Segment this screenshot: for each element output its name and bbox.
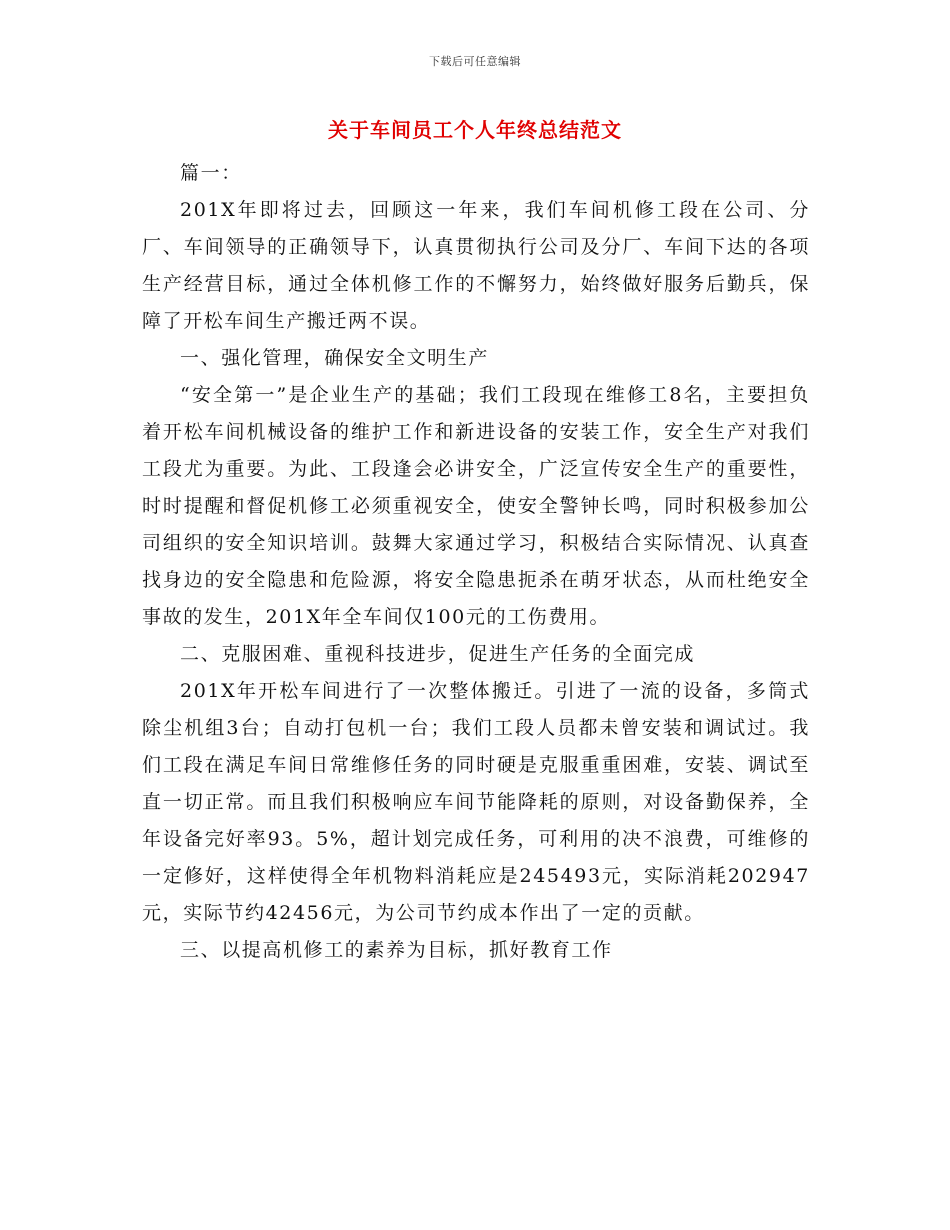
body-paragraph: 201X年即将过去，回顾这一年来，我们车间机修工段在公司、分厂、车间领导的正确领导下，认真贯彻执行公司及分厂、车间下达的各项生产经营目标，通过全体机修工作的不懈努力，始终做好服务后勤兵，保障了开松车间生产搬迁两不误。 [142,199,810,332]
section-heading: 二、克服困难、重视科技进步，促进生产任务的全面完成 [180,643,696,665]
section-heading: 一、强化管理，确保安全文明生产 [180,347,490,369]
header-note: 下载后可任意编辑 [429,55,521,68]
document-body [142,155,810,969]
section-heading: 三、以提高机修工的素养为目标，抓好教育工作 [180,939,613,961]
body-paragraph: 201X年开松车间进行了一次整体搬迁。引进了一流的设备，多筒式除尘机组3台；自动打包机一台；我们工段人员都未曾安装和调试过。我们工段在满足车间日常维修任务的同时硬是克服重重困难，安装、调试至直一切正常。而且我们积极响应车间节能降耗的原则，对设备勤保养，全年设备完好率93。5%，超计划完成任务，可利用的决不浪费，可维修的一定修好，这样使得全年机物料消耗应是245493元，实际消耗202947元，实际节约42456元，为公司节约成本作出了一定的贡献。 [142,680,810,924]
body-paragraph: “安全第一”是企业生产的基础；我们工段现在维修工8名，主要担负着开松车间机械设备的维护工作和新进设备的安装工作，安全生产对我们工段尤为重要。为此、工段逢会必讲安全，广泛宣传安全生产的重要性，时时提醒和督促机修工必须重视安全，使安全警钟长鸣，同时积极参加公司组织的安全知识培训。鼓舞大家通过学习，积极结合实际情况、认真查找身边的安全隐患和危险源，将安全隐患扼杀在萌牙状态，从而杜绝安全事故的发生，201X年全车间仅100元的工伤费用。 [142,384,810,628]
body-paragraph: 篇一： [180,162,242,184]
document-title: 关于车间员工个人年终总结范文 [328,118,622,142]
